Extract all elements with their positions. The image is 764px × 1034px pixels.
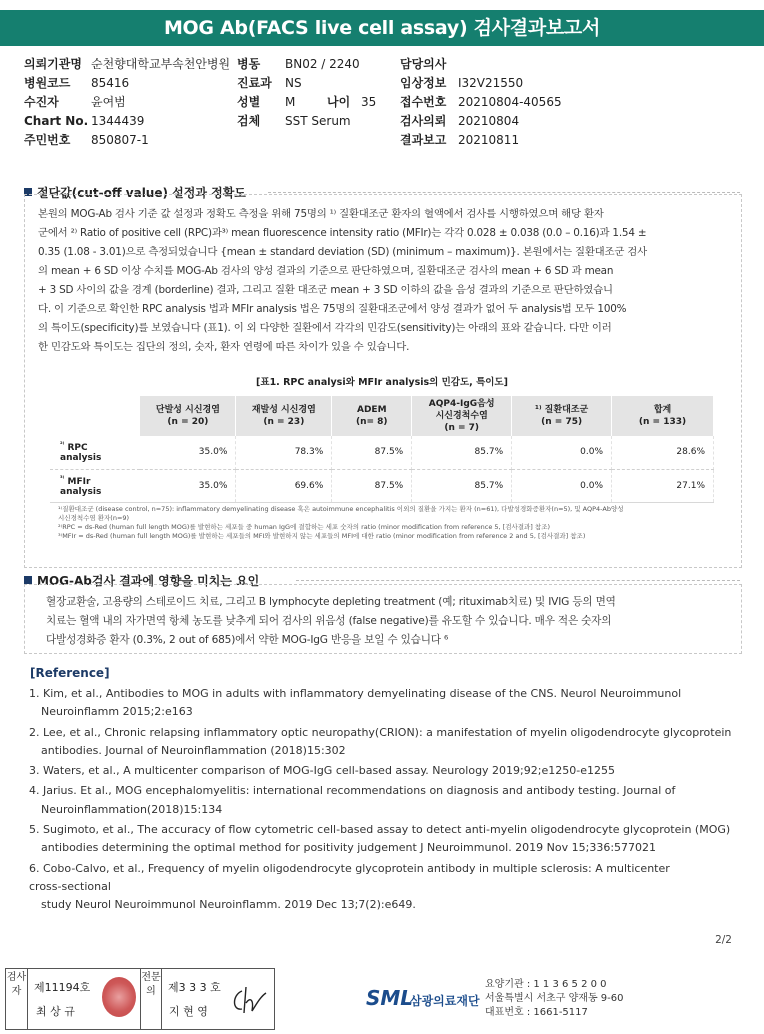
table-cell: 87.5% (332, 469, 412, 502)
info-label: 성별 (237, 95, 261, 109)
info-value: 850807-1 (91, 133, 149, 147)
info-label: 결과보고 (400, 133, 447, 147)
info-value: 순천향대학교부속천안병원 (91, 57, 231, 71)
info-label: 검사의뢰 (400, 114, 447, 128)
tester-label: 검사자 (6, 969, 28, 1029)
table-cell: 0.0% (512, 469, 612, 502)
info-label: 수진자 (24, 95, 59, 109)
info-label-age: 나이 (327, 95, 351, 109)
signature-icon (228, 983, 268, 1017)
info-label: 주민번호 (24, 133, 71, 147)
info-label: 병원코드 (24, 76, 71, 90)
sensitivity-table (50, 396, 714, 503)
table-cell: 85.7% (412, 436, 512, 469)
reference-item: 2. Lee, et al., Chronic relapsing inflammatory optic neuropathy(CRION): a manifestation of myelin oligodendrocyte glycoprotein antibodies. Journal of Neuroinflammation (2018)15:302 (29, 725, 732, 757)
info-col2 (237, 55, 376, 131)
table-cell: 28.6% (612, 436, 714, 469)
info-label: 검체 (237, 114, 261, 128)
reference-item: 6. Cobo-Calvo, et al., Frequency of myelin oligodendrocyte glycoprotein antibody in multiple sclerosis: A multicenter cross-sectional study Neurol Neuroimmunol Neuroinflamm. 2019 Dec 13;7(2):e649. (29, 861, 670, 912)
tester-name: 최 상 규 (36, 1005, 75, 1018)
table-header: 합계 (n = 133) (612, 396, 714, 436)
info-value: BN02 / 2240 (285, 57, 360, 71)
info-label: 의뢰기관명 (24, 57, 82, 71)
reference-item: 4. Jarius. Et al., MOG encephalomyelitis: international recommendations on diagnosis and antibody testing. Journal of Neuroinflammation(2018)15:134 (29, 784, 676, 816)
table-cell: 78.3% (236, 436, 332, 469)
section-heading-cutoff: 절단값(cut-off value) 설정과 정확도 (24, 184, 246, 201)
info-label: Chart No. (24, 114, 89, 128)
info-value: 20210804-40565 (458, 95, 562, 109)
square-bullet-icon (24, 576, 32, 584)
official-seal-icon (102, 977, 136, 1017)
reference-item: 1. Kim, et al., Antibodies to MOG in adults with inflammatory demyelinating disease of the CNS. Neurol Neuroimmunol Neuroinflamm 2015;2:e163 (29, 687, 682, 719)
page-number: 2/2 (715, 934, 732, 946)
info-value: 20210804 (458, 114, 520, 128)
divider (268, 192, 740, 193)
reference-heading: [Reference] (30, 666, 110, 680)
section-body-factors: 혈장교환술, 고용량의 스테로이드 치료, 그리고 B lymphocyte depleting treatment (예; rituximab치료) 및 IVIG 등의 면역 치료는 혈액 내의 자가면역 항체 농도를 낮추게 되어 검사의 위음성 (false negative)를 유도할 수 있습니다. 매우 적은 숫자의 다발성경화증 환자 (0.3%, 2 out of 685)에서 약한 MOG-IgG 반응을 보일 수 있습니다 ⁶ (46, 596, 616, 646)
table-header: ADEM (n= 8) (332, 396, 412, 436)
table-header: 재발성 시신경염 (n = 23) (236, 396, 332, 436)
table-cell: 0.0% (512, 436, 612, 469)
info-value: 윤여범 (91, 95, 126, 109)
info-value: M (285, 95, 296, 109)
table-cell: 35.0% (140, 469, 236, 502)
info-col1 (24, 55, 230, 150)
table-header-blank (50, 396, 140, 436)
info-value: 85416 (91, 76, 130, 90)
reference-item: 5. Sugimoto, et al., The accuracy of flow cytometric cell-based assay to detect anti-myelin oligodendrocyte glycoprotein (MOG) antibodies determining the optimal method for positivity judgement J Neuroimmunol. 2019 Nov 15;336:577021 (29, 823, 731, 855)
table-header: 단발성 시신경염 (n = 20) (140, 396, 236, 436)
info-label: 접수번호 (400, 95, 447, 109)
doctor-name: 지 현 영 (169, 1005, 208, 1018)
org-name: 삼광의료재단 (410, 994, 480, 1008)
signature-box (5, 968, 275, 1030)
org-info: 요양기관 : 1 1 3 6 5 2 0 0 서울특별시 서초구 양재동 9-60 대표번호 : 1661-5117 (485, 979, 624, 1018)
info-label: 임상정보 (400, 76, 447, 90)
table-cell: 69.6% (236, 469, 332, 502)
table-row (50, 469, 714, 502)
table-row (50, 436, 714, 469)
tester-number: 제11194호 (34, 981, 91, 994)
table-cell: 35.0% (140, 436, 236, 469)
reference-list (29, 685, 741, 917)
info-value: 20210811 (458, 133, 520, 147)
section-body-cutoff: 본원의 MOG-Ab 검사 기준 값 설정과 정확도 측정을 위해 75명의 ¹⁾ 질환대조군 환자의 혈액에서 검사를 시행하였으며 해당 환자 군에서 ²⁾ Ratio of positive cell (RPC)과³⁾ mean fluorescence intensity ratio (MFIr)는 각각 0.028 ± 0.038 (0.0 – 0.16)과 1.54 ± 0.35 (1.08 - 3.01)으로 측정되었습니다 {mean ± standard deviation (SD) (minimum – maximum)}. 본원에서는 질환대조군 검사 의 mean + 6 SD 이상 수치를 MOG-Ab 검사의 양성 결과의 기준으로 판단하였으며, 질환대조군 검사의 mean + 6 SD 과 mean + 3 SD 사이의 값을 경계 (borderline) 결과, 그리고 질환 대조군 mean + 3 SD 이하의 값을 음성 결과의 기준으로 판단하였습니 다. 이 기준으로 확인한 RPC analysis 법과 MFIr analysis 법은 75명의 질환대조군에서 양성 결과가 없어 두 analysis법 모두 100% 의 특이도(specificity)를 보였습니다 (표1). 이 외 다양한 질환에서 각각의 민감도(sensitivity)는 아래의 표와 같습니다. 다만 이러 한 민감도와 특이도는 집단의 정의, 숫자, 환자 연령에 따른 차이가 있을 수 있습니다. (38, 208, 647, 353)
doctor-number: 제3 3 3 호 (168, 981, 221, 994)
info-col3 (400, 55, 562, 150)
divider (296, 580, 740, 581)
info-value: 1344439 (91, 114, 145, 128)
specialist-label: 전문의 (140, 969, 162, 1029)
sml-logo: SML (366, 986, 414, 1010)
table-cell: 85.7% (412, 469, 512, 502)
row-label: $^{^{3)}}$ MFIr analysis (50, 469, 140, 502)
info-label: 병동 (237, 57, 261, 71)
table-header: AQP4-IgG음성 시신경척수염 (n = 7) (412, 396, 512, 436)
info-label: 진료과 (237, 76, 272, 90)
info-value: I32V21550 (458, 76, 524, 90)
table-footnotes: ¹⁾질환대조군 (disease control, n=75): inflammatory demyelinating disease 혹은 autoimmune encephalitis 이외의 질환을 가지는 환자 (n=61), 다발성경화증환자(n=5), 및 AQP4-Ab양성 시신경척수염 환자(n=9) ²⁾RPC = ds-Red (human full length MOG)를 발현하는 세포들 중 human IgG에 결합하는 세포 숫자의 ratio (minor modification from reference 5, [검사결과] 참조) ³⁾MFIr = ds-Red (human full length MOG)를 발현하는 세포들의 MFI와 발현하지 않는 세포들의 MFI에 대한 ratio (minor modification from reference 2 and 5, [검사결과] 참조) (58, 505, 624, 540)
row-label: $^{^{2)}}$ RPC analysis (50, 436, 140, 469)
table-cell: 27.1% (612, 469, 714, 502)
info-label: 담당의사 (400, 57, 447, 71)
info-value: NS (285, 76, 302, 90)
section-heading-factors: MOG-Ab검사 결과에 영향을 미치는 요인 (24, 572, 259, 589)
table-header: ¹⁾ 질환대조군 (n = 75) (512, 396, 612, 436)
table-caption: [표1. RPC analysi와 MFIr analysis의 민감도, 특이도] (256, 377, 508, 388)
info-value-age: 35 (361, 95, 377, 109)
info-value: SST Serum (285, 114, 351, 128)
report-title: MOG Ab(FACS live cell assay) 검사결과보고서 (0, 10, 764, 46)
reference-item: 3. Waters, et al., A multicenter comparison of MOG-IgG cell-based assay. Neurology 2019;92;e1250-e1255 (29, 764, 615, 778)
table-cell: 87.5% (332, 436, 412, 469)
